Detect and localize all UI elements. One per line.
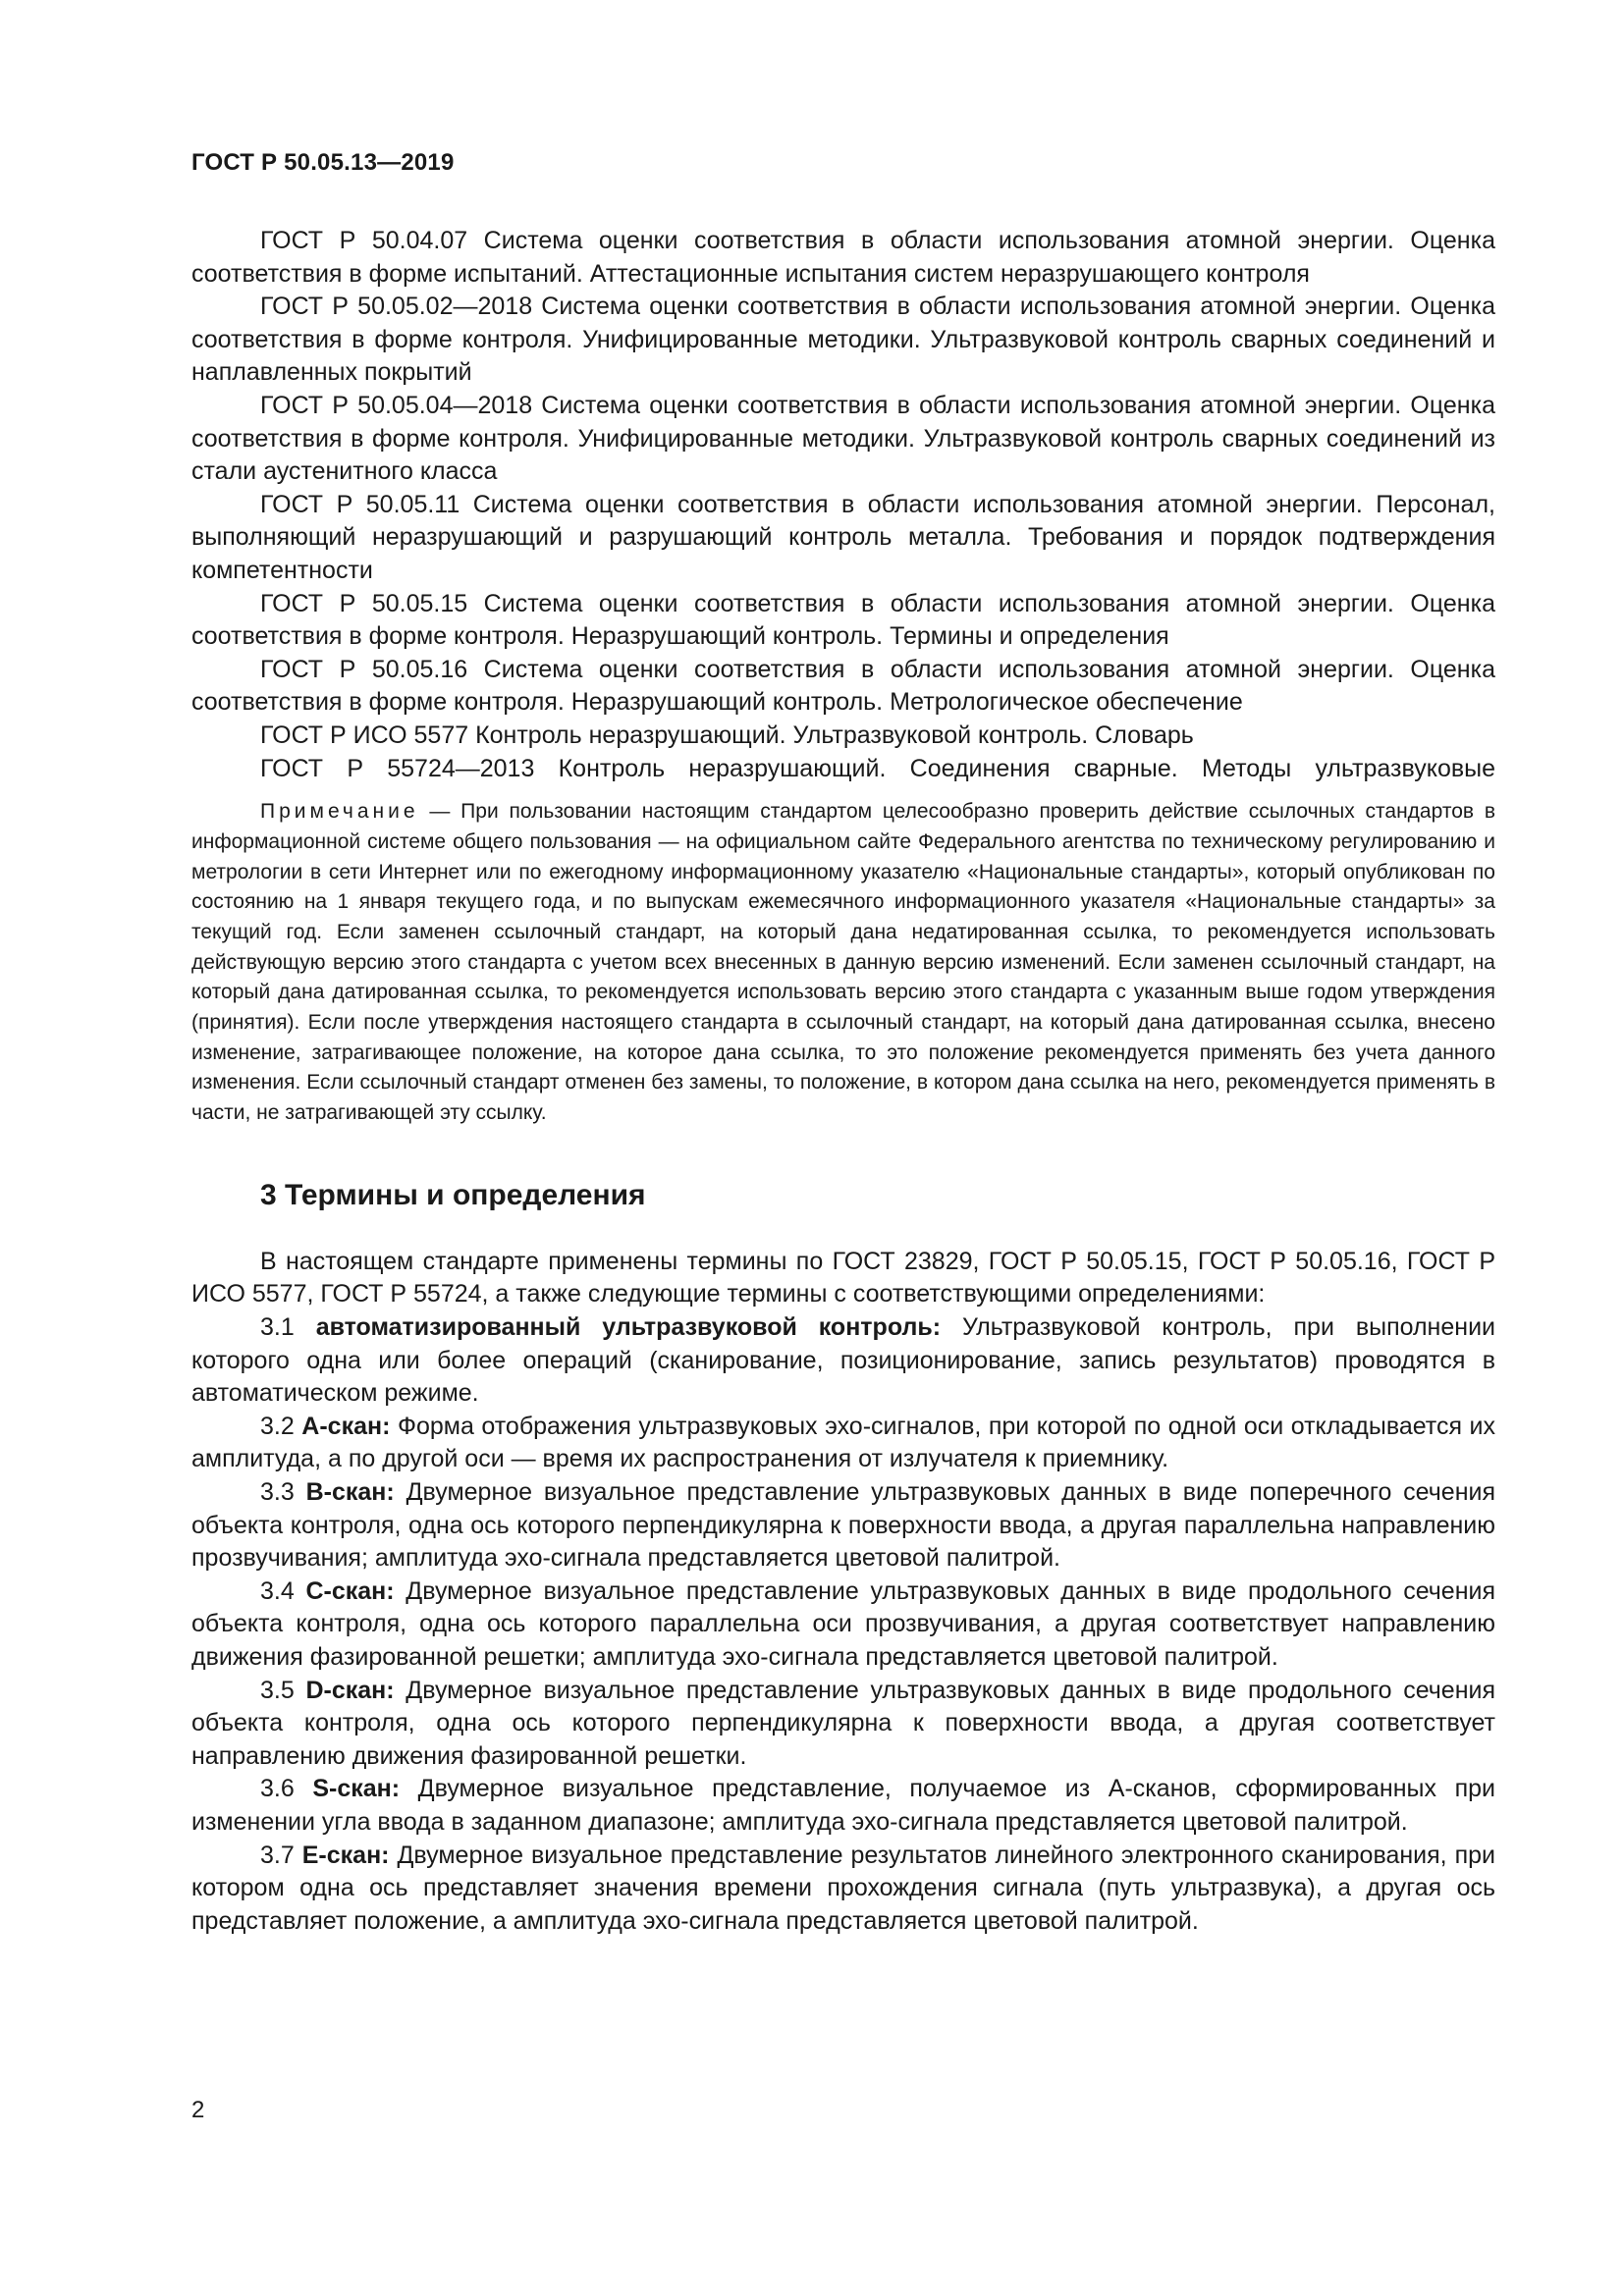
term-item [191, 1575, 1495, 1675]
term-number: 3.1 [260, 1313, 295, 1342]
reference-item: ГОСТ Р 50.04.07 Система оценки соответствия в области использования атомной энергии. Оценка соответствия в форме испытаний. Аттестационные испытания систем неразрушающего контроля [191, 227, 1495, 288]
section-intro: В настоящем стандарте применены термины по ГОСТ 23829, ГОСТ Р 50.05.15, ГОСТ Р 50.05.16, ГОСТ Р ИСО 5577, ГОСТ Р 55724, а также следующие термины с соответствующими определениями: [191, 1247, 1495, 1308]
document-header: ГОСТ Р 50.05.13—2019 [191, 149, 455, 176]
term-name: С-скан: [305, 1576, 395, 1605]
term-definition: Двумерное визуальное представление ультразвуковых данных в виде поперечного сечения объекта контроля, одна ось которого перпендикулярна к поверхности ввода, а другая параллельна направлению прозвучивания; амплитуда эхо-сигнала представляется цветовой палитрой. [191, 1477, 1495, 1573]
terms-list [191, 1246, 1495, 1938]
term-name: В-скан: [305, 1477, 395, 1506]
term-number: 3.4 [260, 1576, 295, 1605]
term-definition: Ультразвуковой контроль, при выполнении которого одна или более операций (сканирование, позиционирование, запись результатов) проводятся в автоматическом режиме. [191, 1313, 1496, 1408]
term-item [191, 1311, 1495, 1411]
term-item [191, 1773, 1495, 1839]
section-title: 3 Термины и определения [260, 1178, 646, 1211]
reference-item: ГОСТ Р 50.05.16 Система оценки соответствия в области использования атомной энергии. Оценка соответствия в форме контроля. Неразрушающий контроль. Метрологическое обеспечение [191, 655, 1495, 717]
reference-item: ГОСТ Р 50.05.15 Система оценки соответствия в области использования атомной энергии. Оценка соответствия в форме контроля. Неразрушающий контроль. Термины и определения [191, 589, 1495, 651]
note-text: — При пользовании настоящим стандартом целесообразно проверить действие ссылочных стандартов в информационной системе общего пользования — на официальном сайте Федерального агентства по техническому регулированию и метрологии в сети Интернет или по ежегодному информационному указателю «Национальные стандарты», который опубликован по состоянию на 1 января текущего года, и по выпускам ежемесячного информационного указателя «Национальные стандарты» за текущий год. Если заменен ссылочный стандарт, на который дана недатированная ссылка, то рекомендуется использовать действующую версию этого стандарта с учетом всех внесенных в данную версию изменений. Если заменен ссылочный стандарт, на который дана датированная ссылка, то рекомендуется использовать версию этого стандарта с указанным выше годом утверждения (принятия). Если после утверждения настоящего стандарта в ссылочный стандарт, на который дана датированная ссылка, внесено изменение, затрагивающее положение, на которое дана ссылка, то это положение рекомендуется применять без учета данного изменения. Если ссылочный стандарт отменен без замены, то положение, в котором дана ссылка на него, рекомендуется применять в части, не затрагивающей эту ссылку. [191, 800, 1495, 1125]
page-content [191, 225, 1495, 1938]
reference-item: ГОСТ Р 50.05.04—2018 Система оценки соответствия в области использования атомной энергии. Оценка соответствия в форме контроля. Унифицированные методики. Ультразвуковой контроль сварных соединений из стали аустенитного класса [191, 391, 1495, 486]
term-definition: Форма отображения ультразвуковых эхо-сигналов, при которой по одной оси откладывается их амплитуда, а по другой оси — время их распространения от излучателя к приемнику. [191, 1412, 1495, 1473]
term-name: Е-скан: [301, 1841, 390, 1869]
term-name: автоматизированный ультразвуковой контроль: [315, 1313, 942, 1342]
term-number: 3.6 [260, 1775, 295, 1803]
note-label: Примечание [260, 800, 419, 824]
term-name: S-скан: [312, 1775, 401, 1803]
term-definition: Двумерное визуальное представление, получаемое из А-сканов, сформированных при изменении угла ввода в заданном диапазоне; амплитуда эхо-сигнала представляется цветовой палитрой. [191, 1775, 1495, 1836]
term-item [191, 1840, 1495, 1939]
term-item [191, 1411, 1495, 1476]
term-number: 3.3 [260, 1477, 295, 1506]
term-item [191, 1675, 1495, 1774]
term-number: 3.5 [260, 1676, 295, 1704]
term-number: 3.7 [260, 1841, 295, 1869]
reference-item: ГОСТ Р 50.05.11 Система оценки соответствия в области использования атомной энергии. Персонал, выполняющий неразрушающий и разрушающий контроль металла. Требования и порядок подтверждения компетентности [191, 490, 1495, 584]
term-definition: Двумерное визуальное представление ультразвуковых данных в виде продольного сечения объекта контроля, одна ось которого параллельна оси прозвучивания, а другая соответствует направлению движения фазированной решетки; амплитуда эхо-сигнала представляется цветовой палитрой. [191, 1576, 1496, 1671]
reference-item: ГОСТ Р 50.05.02—2018 Система оценки соответствия в области использования атомной энергии. Оценка соответствия в форме контроля. Унифицированные методики. Ультразвуковой контроль сварных соединений и наплавленных покрытий [191, 293, 1495, 387]
reference-item: ГОСТ Р ИСО 5577 Контроль неразрушающий. Ультразвуковой контроль. Словарь [260, 721, 1194, 749]
term-definition: Двумерное визуальное представление результатов линейного электронного сканирования, при котором одна ось представляет значения времени прохождения сигнала (путь ультразвука), а другая ось представляет положение, а амплитуда эхо-сигнала представляется цветовой палитрой. [191, 1841, 1495, 1935]
page-number: 2 [191, 2097, 205, 2123]
term-name: А-скан: [301, 1412, 391, 1440]
term-item [191, 1476, 1495, 1575]
term-number: 3.2 [260, 1412, 295, 1440]
reference-item: ГОСТ Р 55724—2013 Контроль неразрушающий. Соединения сварные. Методы ультразвуковые [260, 754, 1495, 782]
term-definition: Двумерное визуальное представление ультразвуковых данных в виде продольного сечения объекта контроля, одна ось которого перпендикулярна к поверхности ввода, а другая соответствует направлению движения фазированной решетки. [191, 1676, 1496, 1770]
reference-list [191, 225, 1495, 785]
term-name: D-скан: [305, 1676, 395, 1704]
note-paragraph [191, 797, 1495, 1129]
